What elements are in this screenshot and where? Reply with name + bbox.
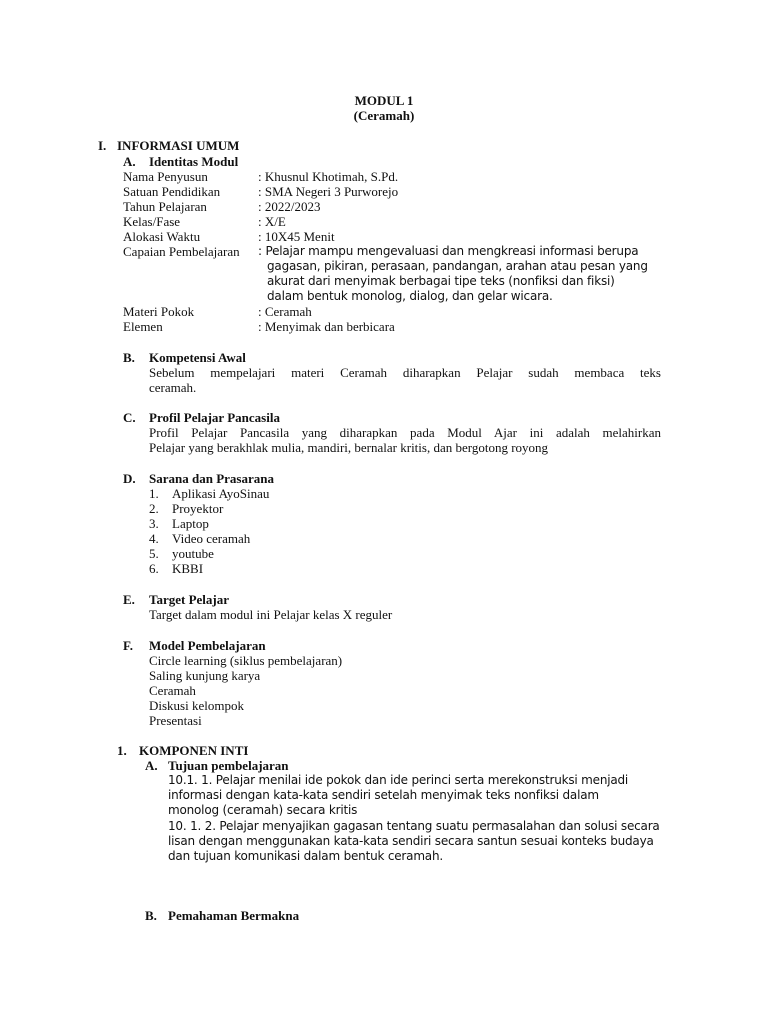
identity-value: : Khusnul Khotimah, S.Pd. (258, 169, 399, 184)
document-title: MODUL 1 (354, 93, 414, 108)
paragraph-line: monolog (ceramah) secara kritis (168, 803, 358, 817)
section-heading: KOMPONEN INTI (139, 743, 249, 758)
subsection-heading: Target Pelajar (149, 592, 230, 607)
identity-label: Alokasi Waktu (123, 229, 201, 244)
subsection-letter: B. (123, 350, 135, 365)
subsection-heading: Pemahaman Bermakna (168, 908, 300, 923)
identity-label: Tahun Pelajaran (123, 199, 207, 214)
subsection-letter: E. (123, 592, 135, 607)
identity-label: Capaian Pembelajaran (123, 244, 240, 259)
list-item: Saling kunjung karya (149, 668, 261, 683)
subsection-heading: Identitas Modul (149, 154, 239, 169)
capaian-line: : Pelajar mampu mengevaluasi dan mengkreasi informasi berupa (258, 244, 639, 258)
identity-value: : 2022/2023 (258, 199, 321, 214)
list-item: Ceramah (149, 683, 196, 698)
identity-label: Elemen (123, 319, 163, 334)
paragraph-line: dan tujuan komunikasi dalam bentuk ceramah. (168, 849, 443, 863)
identity-label: Satuan Pendidikan (123, 184, 221, 199)
list-item: Proyektor (172, 501, 224, 516)
identity-value: : X/E (258, 214, 286, 229)
list-item: Presentasi (149, 713, 202, 728)
list-number: 1. (149, 486, 159, 501)
list-number: 6. (149, 561, 159, 576)
list-item: youtube (172, 546, 214, 561)
paragraph-line: informasi dengan kata-kata sendiri setelah menyimak teks nonfiksi dalam (168, 788, 599, 802)
paragraph-line: Sebelum mempelajari materi Ceramah diharapkan Pelajar sudah membaca teks (149, 365, 661, 380)
list-number: 2. (149, 501, 159, 516)
list-item: Diskusi kelompok (149, 698, 244, 713)
identity-label: Nama Penyusun (123, 169, 208, 184)
subsection-heading: Model Pembelajaran (149, 638, 266, 653)
identity-value: : Menyimak dan berbicara (258, 319, 395, 334)
list-item: Circle learning (siklus pembelajaran) (149, 653, 343, 668)
section-number: I. (98, 138, 107, 153)
identity-value: : SMA Negeri 3 Purworejo (258, 184, 399, 199)
subsection-heading: Tujuan pembelajaran (168, 758, 289, 773)
subsection-letter: A. (123, 154, 136, 169)
list-number: 5. (149, 546, 159, 561)
section-heading: INFORMASI UMUM (117, 138, 240, 153)
identity-label: Kelas/Fase (123, 214, 181, 229)
subsection-letter: F. (123, 638, 133, 653)
section-number: 1. (117, 743, 127, 758)
identity-label: Materi Pokok (123, 304, 195, 319)
document-subtitle: (Ceramah) (353, 108, 415, 123)
identity-value: : 10X45 Menit (258, 229, 335, 244)
list-number: 3. (149, 516, 159, 531)
list-item: KBBI (172, 561, 204, 576)
subsection-heading: Profil Pelajar Pancasila (149, 410, 280, 425)
identity-value: : Ceramah (258, 304, 312, 319)
subsection-heading: Sarana dan Prasarana (149, 471, 274, 486)
subsection-letter: D. (123, 471, 136, 486)
capaian-line: akurat dari menyimak berbagai tipe teks (nonfiksi dan fiksi) (267, 274, 615, 288)
paragraph-line: Target dalam modul ini Pelajar kelas X reguler (149, 607, 393, 622)
list-item: Video ceramah (172, 531, 251, 546)
paragraph-line: lisan dengan menggunakan kata-kata sendiri secara santun sesuai konteks budaya (168, 834, 654, 848)
list-item: Laptop (172, 516, 209, 531)
capaian-line: dalam bentuk monolog, dialog, dan gelar wicara. (267, 289, 553, 303)
paragraph-line: 10.1. 1. Pelajar menilai ide pokok dan ide perinci serta merekonstruksi menjadi (168, 773, 629, 787)
paragraph-line: Pelajar yang berakhlak mulia, mandiri, bernalar kritis, dan bergotong royong (149, 440, 549, 455)
list-item: Aplikasi AyoSinau (172, 486, 270, 501)
subsection-heading: Kompetensi Awal (149, 350, 246, 365)
capaian-line: gagasan, pikiran, perasaan, pandangan, arahan atau pesan yang (267, 259, 648, 273)
paragraph-line: Profil Pelajar Pancasila yang diharapkan pada Modul Ajar ini adalah melahirkan (149, 425, 661, 440)
subsection-letter: C. (123, 410, 136, 425)
paragraph-line: 10. 1. 2. Pelajar menyajikan gagasan tentang suatu permasalahan dan solusi secara (168, 819, 660, 833)
subsection-letter: B. (145, 908, 157, 923)
paragraph-line: ceramah. (149, 380, 197, 395)
subsection-letter: A. (145, 758, 158, 773)
list-number: 4. (149, 531, 159, 546)
